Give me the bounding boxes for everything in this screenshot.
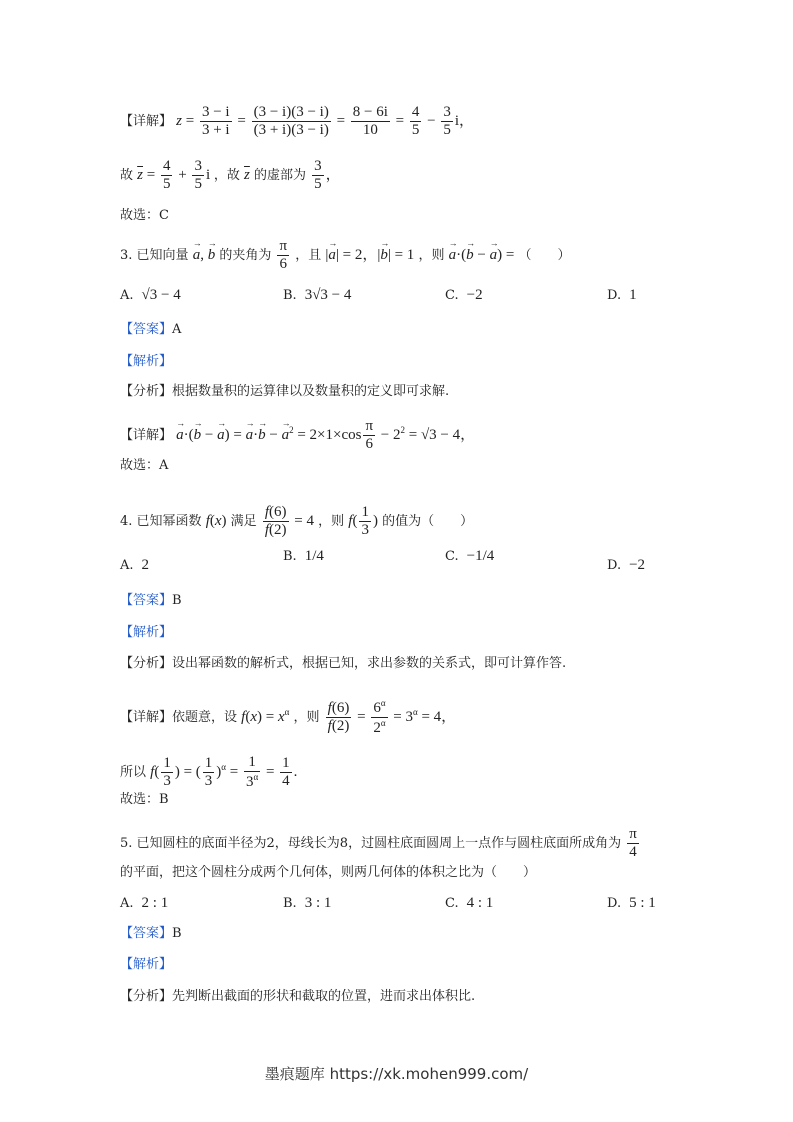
q4-stem-mid2: ，则 bbox=[318, 514, 345, 530]
q3-norms: |→ a| = 2，|→ b| = 1 bbox=[325, 247, 414, 263]
q2-detail-formula: z = $\frac{3 - i}{3 + i}$ = $\frac{(3 - i)(3 - i)}{(3 + i)(3 - i)}$ = $\frac{8 - 6i}{10}$ = $\frac{4}{5}$ − $\frac{3}{5}$ i， bbox=[176, 104, 475, 139]
q5-answer-value: B bbox=[172, 926, 182, 941]
q4-answer-value: B bbox=[172, 593, 182, 608]
q3-detail-tag: 【详解】 bbox=[120, 428, 173, 444]
q4-so-line bbox=[120, 754, 297, 792]
q4-stem bbox=[120, 504, 473, 540]
q3-option-b: B. 3√3 − 4 bbox=[283, 287, 352, 303]
q4-option-b: B. 1/4 bbox=[283, 548, 324, 564]
q4-fenxi bbox=[120, 657, 566, 670]
q3-detail-formula: → a·(→ b − → a) = → a·→ b − → $a^2 = 2\times 1\times\cos$ $\frac{\pi}{6}$ − $2^2 = √3 - 4$， bbox=[176, 427, 475, 443]
q4-fenxi-tag: 【分析】 bbox=[120, 656, 173, 671]
q5-fenxi-tag: 【分析】 bbox=[120, 989, 173, 1004]
q4-so-prefix: 所以 bbox=[120, 765, 147, 781]
q5-option-d: D. 5 : 1 bbox=[607, 895, 656, 911]
q4-detail-mid: ，则 bbox=[293, 710, 320, 726]
q2-detail-tag: 【详解】 bbox=[120, 114, 173, 130]
q3-answer-value: A bbox=[172, 322, 182, 337]
q4-option-d: D. −2 bbox=[607, 557, 646, 573]
q3-stem-mid1: 的夹角为 bbox=[219, 248, 272, 264]
q3-stem-mid3: ，则 bbox=[418, 248, 445, 264]
q4-stem-mid: 满足 bbox=[230, 514, 257, 530]
q3-detail bbox=[120, 418, 475, 454]
q3-angle: $\frac{\pi}{6}$ bbox=[279, 238, 288, 273]
q4-detail-def: $f(x) = x^\alpha$ bbox=[241, 707, 290, 726]
q4-fenxi-text: 设出幂函数的解析式，根据已知，求出参数的关系式，即可计算作答. bbox=[172, 656, 567, 671]
q3-fenxi-text: 根据数量积的运算律以及数量积的定义即可求解. bbox=[172, 384, 450, 399]
q3-option-d: D. 1 bbox=[607, 287, 637, 303]
q4-option-c: C. −1/4 bbox=[445, 548, 495, 564]
q3-answer bbox=[120, 323, 181, 336]
q4-f-third: f( $\frac{1}{3}$ ) bbox=[348, 504, 378, 539]
q3-analysis-tag: 【解析】 bbox=[120, 354, 173, 369]
q5-angle: $\frac{\pi}{4}$ bbox=[629, 826, 637, 861]
q4-detail-tag: 【详解】 bbox=[120, 710, 173, 726]
q3-stem-prefix: 3. 已知向量 bbox=[120, 248, 189, 264]
q5-option-a: A. 2 : 1 bbox=[120, 895, 169, 911]
q5-answer-tag: 【答案】 bbox=[120, 926, 173, 941]
q4-detail bbox=[120, 698, 456, 738]
q5-analysis-tag: 【解析】 bbox=[120, 957, 173, 972]
q4-answer bbox=[120, 594, 182, 607]
q3-answer-tag: 【答案】 bbox=[120, 322, 173, 337]
q2-conj-value: $\frac{3}{5}$ ， bbox=[314, 158, 341, 193]
q2-conj-prefix: 故 bbox=[120, 168, 134, 184]
q4-detail-prefix: 依题意，设 bbox=[172, 710, 238, 726]
q5-option-c: C. 4 : 1 bbox=[445, 895, 494, 911]
footer-watermark: 墨痕题库 https://xk.mohen999.com/ bbox=[264, 1065, 529, 1083]
q3-option-c: C. −2 bbox=[445, 287, 483, 303]
q2-conj-formula: $\overline{z}$ = $\frac{4}{5}$ + $\frac{3}{5}$ i bbox=[137, 158, 214, 193]
q5-option-b: B. 3 : 1 bbox=[283, 895, 332, 911]
q4-fx: f(x) bbox=[205, 513, 227, 530]
q5-answer bbox=[120, 927, 182, 940]
q4-answer-tag: 【答案】 bbox=[120, 593, 173, 608]
q3-stem-end: （ ） bbox=[518, 248, 571, 264]
q2-conjugate-line bbox=[120, 158, 341, 194]
q2-conj-mid: ，故 bbox=[213, 168, 240, 184]
q4-choose: 故选：B bbox=[120, 792, 169, 807]
q2-detail-line bbox=[120, 104, 474, 140]
q4-stem-end: 的值为（ ） bbox=[382, 514, 474, 530]
q5-stem-line1 bbox=[120, 826, 641, 862]
q2-choose: 故选：C bbox=[120, 208, 169, 223]
q4-option-a: A. 2 bbox=[120, 557, 150, 573]
q3-fenxi-tag: 【分析】 bbox=[120, 384, 173, 399]
q2-conj-z: $\overline{z}$ bbox=[244, 167, 250, 184]
q4-detail-formula: $\frac{f(6)}{f(2)}$ = $\frac{6^\alpha}{2^\alpha}$ = $3^\alpha = 4$， bbox=[327, 698, 457, 737]
q3-stem bbox=[120, 238, 570, 274]
q3-expr: → a·(→ b − → a) = bbox=[449, 247, 515, 263]
q5-fenxi-text: 先判断出截面的形状和截取的位置，进而求出体积比. bbox=[172, 989, 476, 1004]
q3-option-a: A. √3 − 4 bbox=[120, 287, 181, 303]
q3-stem-mid2: ，且 bbox=[295, 248, 322, 264]
q5-stem-line1-text: 5. 已知圆柱的底面半径为2，母线长为8，过圆柱底面圆周上一点作与圆柱底面所成角为 bbox=[120, 836, 622, 852]
q2-conj-suffix: 的虚部为 bbox=[254, 168, 307, 184]
q5-stem-line2: 的平面，把这个圆柱分成两个几何体，则两几何体的体积之比为（ ） bbox=[120, 865, 537, 880]
q4-analysis-tag: 【解析】 bbox=[120, 625, 173, 640]
q3-fenxi bbox=[120, 385, 449, 398]
q3-vectors: → a, → b bbox=[193, 247, 216, 263]
q4-so-formula: f( $\frac{1}{3}$ ) = ( $\frac{1}{3}$ )$^\alpha$ = $\frac{1}{3^\alpha}$ = $\frac{1}{4}$ . bbox=[150, 754, 298, 791]
q3-choose: 故选：A bbox=[120, 458, 169, 473]
q4-ratio: $\frac{f(6)}{f(2)}$ = 4 bbox=[264, 504, 314, 539]
q4-stem-prefix: 4. 已知幂函数 bbox=[120, 514, 202, 530]
q5-fenxi bbox=[120, 990, 475, 1003]
